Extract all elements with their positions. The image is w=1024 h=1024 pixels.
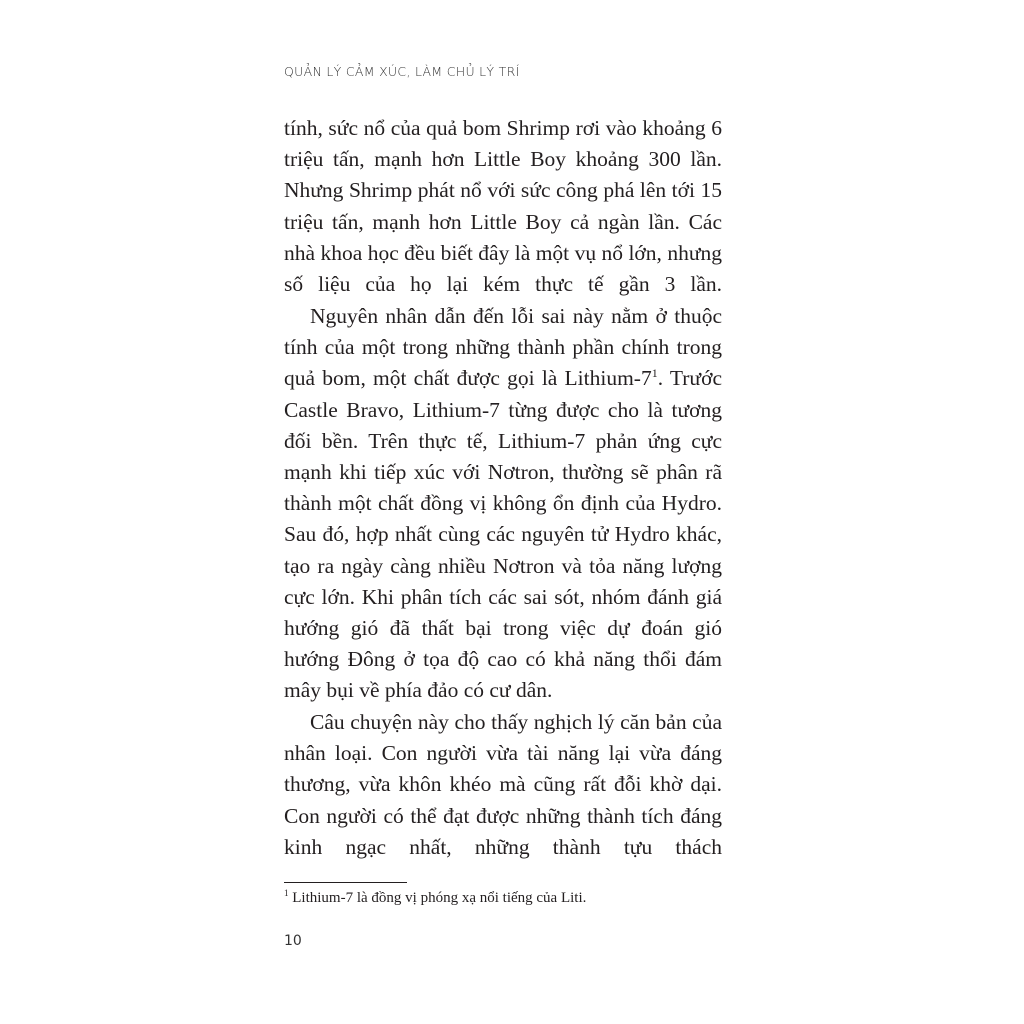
paragraph-2-text-start: Nguyên nhân dẫn đến lỗi sai này nằm ở thuộc tính của một trong những thành phần chính trong quả bom, một chất được gọi là Lithium-7 <box>284 304 722 391</box>
footnote-separator <box>284 882 407 883</box>
body-paragraph-1: tính, sức nổ của quả bom Shrimp rơi vào khoảng 6 triệu tấn, mạnh hơn Little Boy khoảng 300 lần. Nhưng Shrimp phát nổ với sức công phá lên tới 15 triệu tấn, mạnh hơn Little Boy cả ngàn lần. Các nhà khoa học đều biết đây là một vụ nổ lớn, nhưng số liệu của họ lại kém thực tế gần 3 lần. <box>284 116 722 297</box>
footnote-text: Lithium-7 là đồng vị phóng xạ nổi tiếng của Liti. <box>288 890 587 906</box>
body-paragraph-3: Câu chuyện này cho thấy nghịch lý căn bản của nhân loại. Con người vừa tài năng lại vừa đáng thương, vừa khôn khéo mà cũng rất đỗi khờ dại. Con người có thể đạt được những thành tích đáng kinh ngạc nhất, những thành tựu thách <box>284 710 722 859</box>
footnote-reference: 1 <box>651 366 658 381</box>
page-number: 10 <box>284 933 302 949</box>
body-paragraph-2 <box>284 301 722 707</box>
footnote-marker: 1 <box>284 888 289 898</box>
running-header: QUẢN LÝ CẢM XÚC, LÀM CHỦ LÝ TRÍ <box>284 64 520 79</box>
paragraph-2-text-end: . Trước Castle Bravo, Lithium-7 từng được cho là tương đối bền. Trên thực tế, Lithium-7 phản ứng cực mạnh khi tiếp xúc với Nơtron, thường sẽ phân rã thành một chất đồng vị không ổn định của Hydro. Sau đó, hợp nhất cùng các nguyên tử Hydro khác, tạo ra ngày càng nhiều Nơtron và tỏa năng lượng cực lớn. Khi phân tích các sai sót, nhóm đánh giá hướng gió đã thất bại trong việc dự đoán gió hướng Đông ở tọa độ cao có khả năng thổi đám mây bụi về phía đảo có cư dân. <box>284 366 722 703</box>
footnote <box>284 888 586 908</box>
